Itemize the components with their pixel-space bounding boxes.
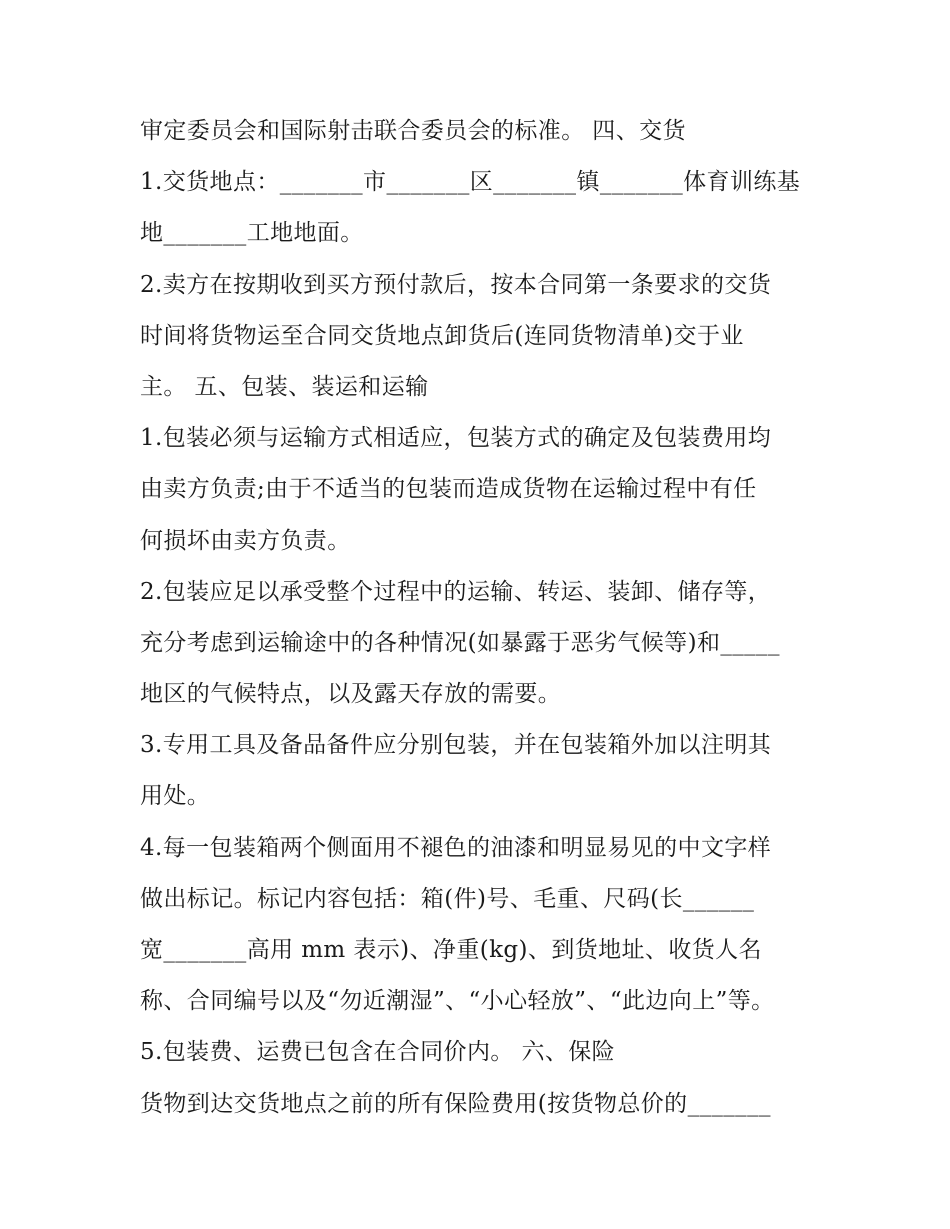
text-line-6: 主。 五、包装、装运和运输: [140, 373, 429, 400]
text-line-19: 5.包装费、运费已包含在合同价内。 六、保险: [140, 1039, 616, 1066]
text-line-7: 1.包装必须与运输方式相适应，包装方式的确定及包装费用均: [140, 425, 772, 452]
text-line-20: 货物到达交货地点之前的所有保险费用(按货物总价的_______: [140, 1090, 771, 1117]
text-line-9: 何损坏由卖方负责。: [140, 527, 351, 554]
text-line-8: 由卖方负责;由于不适当的包装而造成货物在运输过程中有任: [140, 476, 757, 503]
text-line-10: 2.包装应足以承受整个过程中的运输、转运、装卸、储存等，: [140, 578, 772, 605]
text-line-15: 4.每一包装箱两个侧面用不褪色的油漆和明显易见的中文字样: [140, 834, 772, 861]
text-line-3: 地_______工地地面。: [140, 220, 364, 247]
text-line-5: 时间将货物运至合同交货地点卸货后(连同货物清单)交于业: [140, 322, 744, 349]
contract-text: [140, 106, 820, 1130]
text-line-14: 用处。: [140, 783, 211, 810]
text-line-18: 称、合同编号以及“勿近潮湿”、“小心轻放”、“此边向上”等。: [140, 988, 775, 1015]
text-line-12: 地区的气候特点，以及露天存放的需要。: [140, 681, 562, 708]
text-line-13: 3.专用工具及备品备件应分别包装，并在包装箱外加以注明其: [140, 732, 772, 759]
text-line-16: 做出标记。标记内容包括：箱(件)号、毛重、尺码(长______: [140, 885, 755, 912]
text-line-2: 1.交货地点：_______市_______区_______镇_______体育训练基: [140, 169, 801, 196]
text-line-1: 审定委员会和国际射击联合委员会的标准。 四、交货: [140, 118, 686, 144]
text-line-11: 充分考虑到运输途中的各种情况(如暴露于恶劣气候等)和_____: [140, 629, 780, 656]
text-line-4: 2.卖方在按期收到买方预付款后，按本合同第一条要求的交货: [140, 271, 772, 298]
text-line-17: 宽_______高用 mm 表示)、净重(kg)、到货地址、收货人名: [140, 937, 762, 963]
